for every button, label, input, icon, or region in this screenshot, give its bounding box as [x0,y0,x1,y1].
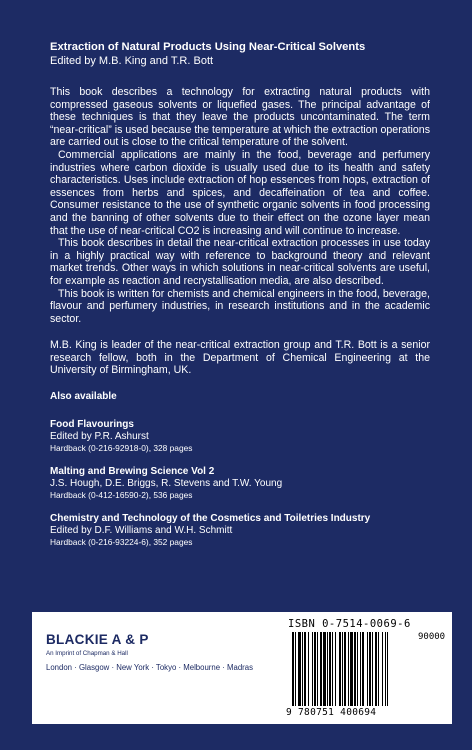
related-book-editors: Edited by D.F. Williams and W.H. Schmitt [50,525,233,537]
related-book-title: Chemistry and Technology of the Cosmetics and Toiletries Industry [50,513,371,525]
barcode-bar [320,632,322,706]
barcode-bar [329,632,331,706]
related-book-editors: J.S. Hough, D.E. Briggs, R. Stevens and T.W. Young [50,478,283,490]
barcode-number: 9 780751 400694 [286,707,377,718]
cover-text-block [50,40,430,548]
related-book-details: Hardback (0-216-92918-0), 328 pages [50,443,193,454]
barcode-bar [382,632,383,706]
barcode-bar [354,632,356,706]
book-editors: Edited by M.B. King and T.R. Bott [50,55,214,67]
publisher-imprint: An Imprint of Chapman & Hall [46,650,128,657]
barcode-bar [344,632,346,706]
barcode-bar [375,632,377,706]
barcode-bar [369,632,371,706]
barcode-bar [298,632,301,706]
barcode-bar [295,632,296,706]
description-paragraph: This book describes in detail the near-critical extraction processes in use today in a highly practical way with reference to background theory and relevant market trends. Other ways in which solutions in near-critical solvents are useful, for example as reaction and recrystallisation media, are also described. [50,237,430,287]
barcode-price-code: 90000 [418,632,446,642]
description-paragraph: This book is written for chemists and chemical engineers in the food, beverage, flavour and perfumery industries, in research institutions and in the academic sector. [50,287,430,325]
description-paragraph: Commercial applications are mainly in the food, beverage and perfumery industries where carbon dioxide is usually used due to its health and safety characteristics. Uses include extraction of hop essences from hops, extraction of essences from herbs and spices, and decaffeination of tea and coffee. Consumer resistance to the use of synthetic organic solvents in food processing and the banning of other solvents due to their effect on the ozone layer mean that the use of near-critical CO2 is increasing and will continue to increase. [50,148,430,237]
barcode-bar [387,632,388,706]
barcode-bar [342,632,343,706]
related-book-editors: Edited by P.R. Ashurst [50,431,149,443]
barcode-bar [317,632,318,706]
publisher-logo: BLACKIE A & P [46,632,149,647]
barcode-bar [327,632,328,706]
barcode-bar [378,632,379,706]
related-book-title: Food Flavourings [50,419,134,431]
description-paragraph: This book describes a technology for extracting natural products with compressed gaseous solvents or liquefied gases. The principal advantage of these techniques is that they leave the products uncontaminated. The term “near-critical” is used because the temperature at which the extraction operations are carried out is close to the critical temperature of the solvent. [50,86,430,149]
barcode-bar [372,632,373,706]
barcode-bar [367,632,368,706]
barcode-bar [362,632,364,706]
author-bio: M.B. King is leader of the near-critical extraction group and T.R. Bott is a senior research fellow, both in the Department of Chemical Engineering at the University of Birmingham, UK. [50,339,430,377]
barcode-bar [332,632,333,706]
barcode-bar [385,632,386,706]
book-description [50,86,430,325]
related-book [50,513,430,548]
book-title: Extraction of Natural Products Using Near-Critical Solvents [50,41,366,53]
barcode-bar [339,632,341,706]
barcode-bars [290,632,418,706]
publisher-cities: London · Glasgow · New York · Tokyo · Melbourne · Madras [46,663,254,672]
barcode-bar [357,632,358,706]
related-book [50,466,430,501]
barcode-bar [308,632,309,706]
also-available-heading: Also available [50,391,117,403]
barcode-bar [302,632,303,706]
isbn-label: ISBN 0-7514-0069-6 [288,618,411,630]
barcode-bar [304,632,306,706]
barcode-bar [323,632,326,706]
related-book-details: Hardback (0-412-16590-2), 536 pages [50,490,193,501]
related-book [50,419,430,454]
related-book-details: Hardback (0-216-93224-6), 352 pages [50,537,193,548]
related-book-title: Malting and Brewing Science Vol 2 [50,466,215,478]
barcode-bar [314,632,316,706]
barcode-bar [350,632,353,706]
barcode-bar [335,632,336,706]
barcode-bar [348,632,349,706]
barcode-bar [360,632,361,706]
barcode-bar [292,632,294,706]
publisher-panel [32,612,452,724]
barcode-bar [312,632,313,706]
